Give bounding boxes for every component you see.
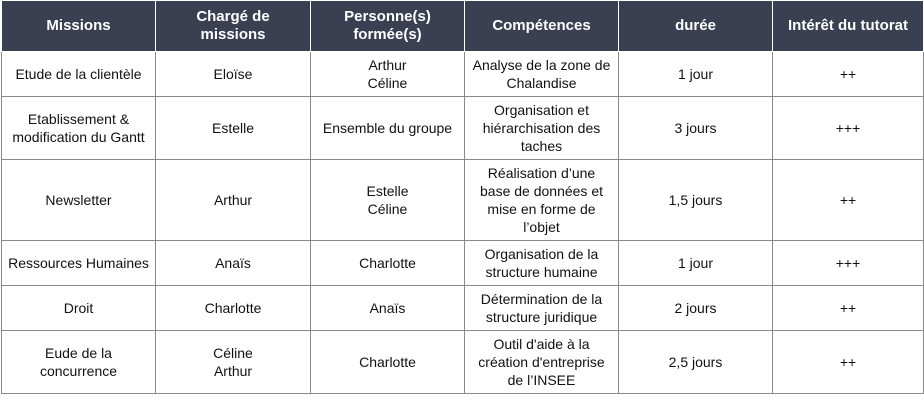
cell-interet: ++ (773, 331, 924, 394)
cell-personnes: Anaïs (311, 286, 465, 331)
cell-charge: Eloïse (156, 52, 311, 97)
cell-competences: Détermination de la structure juridique (465, 286, 619, 331)
cell-duree: 1 jour (619, 241, 773, 286)
cell-competences: Organisation et hiérarchisation des taches (465, 97, 619, 160)
table-row (2, 97, 924, 160)
header-charge-de-missions: Chargé de missions (156, 1, 311, 52)
table-row (2, 286, 924, 331)
cell-personnes: Ensemble du groupe (311, 97, 465, 160)
cell-mission: Ressources Humaines (2, 241, 156, 286)
cell-competences: Organisation de la structure humaine (465, 241, 619, 286)
cell-mission: Etablissement & modification du Gantt (2, 97, 156, 160)
cell-charge: Estelle (156, 97, 311, 160)
table-row (2, 331, 924, 394)
header-missions: Missions (2, 1, 156, 52)
header-row (2, 1, 924, 52)
header-competences: Compétences (465, 1, 619, 52)
cell-personnes: Charlotte (311, 331, 465, 394)
missions-table (1, 0, 924, 394)
cell-interet: +++ (773, 97, 924, 160)
table-row (2, 52, 924, 97)
header-personnes-formees: Personne(s) formée(s) (311, 1, 465, 52)
cell-mission: Eude de la concurrence (2, 331, 156, 394)
cell-competences: Analyse de la zone de Chalandise (465, 52, 619, 97)
cell-interet: ++ (773, 160, 924, 241)
cell-personnes: Charlotte (311, 241, 465, 286)
cell-mission: Etude de la clientèle (2, 52, 156, 97)
cell-charge: Arthur (156, 160, 311, 241)
cell-personnes: Arthur Céline (311, 52, 465, 97)
cell-duree: 1 jour (619, 52, 773, 97)
cell-duree: 3 jours (619, 97, 773, 160)
cell-interet: ++ (773, 286, 924, 331)
cell-mission: Droit (2, 286, 156, 331)
cell-duree: 1,5 jours (619, 160, 773, 241)
cell-duree: 2 jours (619, 286, 773, 331)
table-row (2, 241, 924, 286)
table-row (2, 160, 924, 241)
cell-charge: Anaïs (156, 241, 311, 286)
cell-competences: Outil d'aide à la création d'entreprise de l’INSEE (465, 331, 619, 394)
cell-interet: +++ (773, 241, 924, 286)
header-interet-tutorat: Intérêt du tutorat (773, 1, 924, 52)
cell-mission: Newsletter (2, 160, 156, 241)
cell-duree: 2,5 jours (619, 331, 773, 394)
cell-interet: ++ (773, 52, 924, 97)
cell-charge: Céline Arthur (156, 331, 311, 394)
cell-competences: Réalisation d’une base de données et mise en forme de l’objet (465, 160, 619, 241)
header-duree: durée (619, 1, 773, 52)
cell-charge: Charlotte (156, 286, 311, 331)
cell-personnes: Estelle Céline (311, 160, 465, 241)
